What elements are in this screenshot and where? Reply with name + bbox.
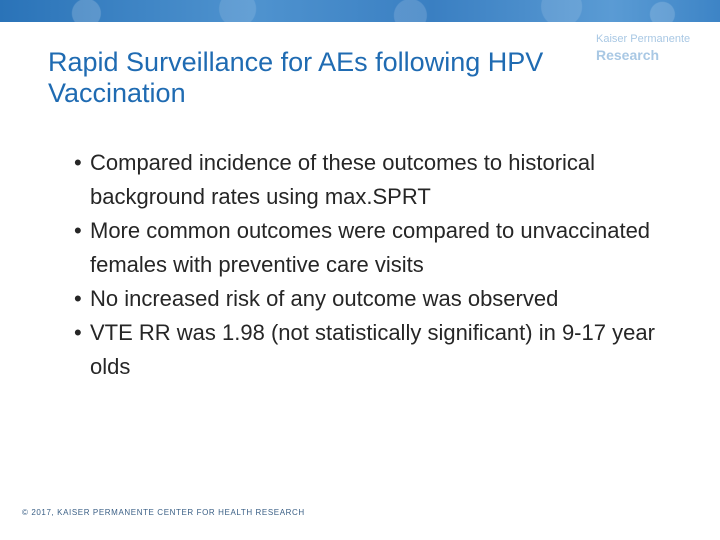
brand-line2: Research	[596, 47, 660, 63]
bullet-dot-icon: •	[74, 286, 82, 311]
brand-line1: Kaiser Permanente	[596, 33, 691, 45]
banner-pattern	[0, 0, 720, 22]
bullet-item	[74, 214, 694, 282]
bullet-text: Compared incidence of these outcomes to historical background rates using max.SPRT	[90, 150, 596, 209]
footer-copyright: © 2017, KAISER PERMANENTE CENTER FOR HEALTH RESEARCH	[22, 508, 305, 517]
bullet-text: VTE RR was 1.98 (not statistically significant) in 9-17 year olds	[90, 320, 655, 379]
bullet-text: More common outcomes were compared to unvaccinated females with preventive care visits	[90, 218, 651, 277]
bullet-item	[74, 146, 694, 214]
slide-title: Rapid Surveillance for AEs following HPV Vaccination	[48, 47, 544, 108]
bullet-dot-icon: •	[74, 218, 82, 243]
bullet-text: No increased risk of any outcome was observed	[90, 286, 559, 311]
bullet-list	[74, 146, 694, 384]
bullet-item	[74, 282, 694, 316]
header-banner	[0, 0, 720, 22]
bullet-item	[74, 316, 694, 384]
bullet-dot-icon: •	[74, 320, 82, 345]
bullet-dot-icon: •	[74, 150, 82, 175]
